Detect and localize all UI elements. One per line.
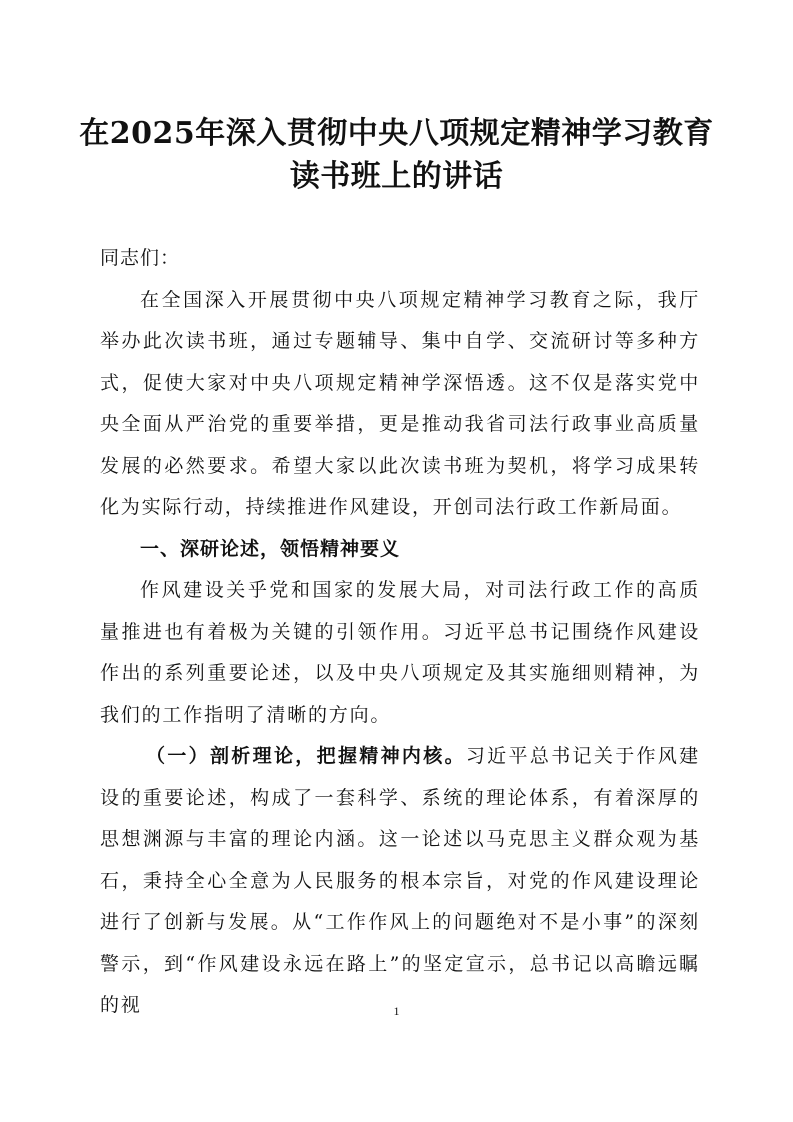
document-title-line-2: 读书班上的讲话 [289, 159, 504, 194]
paragraph-intro: 在全国深入开展贯彻中央八项规定精神学习教育之际，我厅举办此次读书班，通过专题辅导、集中自学、交流研讨等多种方式，促使大家对中央八项规定精神学深悟透。这不仅是落实党中央全面从严治党的重要举措，更是推动我省司法行政事业高质量发展的必然要求。希望大家以此次读书班为契机，将学习成果转化为实际行动，持续推进作风建设，开创司法行政工作新局面。 [100, 288, 700, 518]
page-number: 1 [393, 1004, 400, 1018]
subsection-1 [100, 736, 700, 1027]
subsection-1-text: 习近平总书记关于作风建设的重要论述，构成了一套科学、系统的理论体系，有着深厚的思想渊源与丰富的理论内涵。这一论述以马克思主义群众观为基石，秉持全心全意为人民服务的根本宗旨，对党的作风建设理论进行了创新与发展。从“工作作风上的问题绝对不是小事”的深刻警示，到“作风建设永远在路上”的坚定宣示，总书记以高瞻远瞩的视 [100, 745, 700, 1016]
greeting: 同志们： [100, 247, 181, 269]
paragraph-section-1: 作风建设关乎党和国家的发展大局，对司法行政工作的高质量推进也有着极为关键的引领作用。习近平总书记围绕作风建设作出的系列重要论述，以及中央八项规定及其实施细则精神，为我们的工作指明了清晰的方向。 [100, 579, 700, 726]
subsection-1-lead: （一）剖析理论，把握精神内核。 [146, 745, 466, 767]
document-title-line-1: 在2025年深入贯彻中央八项规定精神学习教育 [79, 116, 714, 151]
document-body [100, 238, 700, 1027]
section-heading-1: 一、深研论述，领悟精神要义 [140, 537, 401, 560]
